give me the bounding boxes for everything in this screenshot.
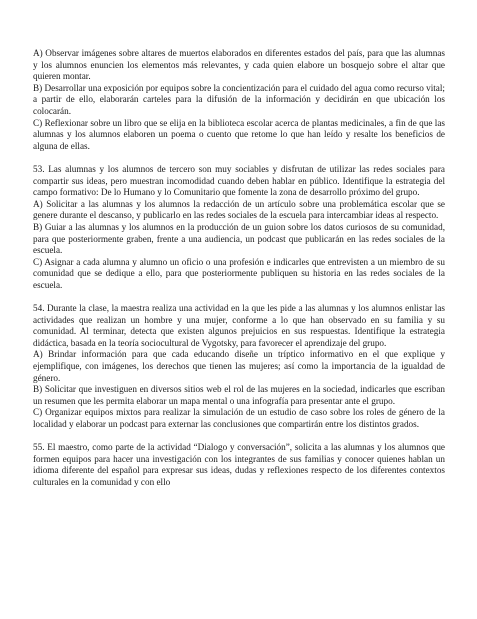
- q52-option-b: B) Desarrollar una exposición por equipos sobre la concientización para el cuidado del agua como recurso vital; a partir de ello, elaborarán carteles para la difusión de la información y decidirán en que ubicación los colocarán.: [33, 82, 445, 116]
- q53-option-c: C) Asignar a cada alumna y alumno un oficio o una profesión e indicarles que entrevisten a un miembro de su comunidad que se dedique a ello, para que posteriormente publiquen su historia en las redes sociales de la escuela.: [33, 256, 445, 290]
- q52-option-c: C) Reflexionar sobre un libro que se elija en la biblioteca escolar acerca de plantas medicinales, a fin de que las alumnas y los alumnos elaboren un poema o cuento que retome lo que han leído y resalte los beneficios de alguna de ellas.: [33, 117, 445, 151]
- q53-option-b: B) Guiar a las alumnas y los alumnos en la producción de un guion sobre los datos curiosos de su comunidad, para que posteriormente graben, frente a una audiencia, un podcast que publicarán en las redes sociales de la escuela.: [33, 221, 445, 256]
- q55-block: [33, 442, 445, 488]
- block-spacer: [33, 431, 445, 443]
- q54-option-a: A) Brindar información para que cada educando diseñe un tríptico informativo en el que explique y ejemplifique, con imágenes, los derechos que tienen las mujeres; así como la importancia de la igualdad de género.: [33, 349, 445, 383]
- q54-block: [33, 303, 445, 431]
- q54-option-c: C) Organizar equipos mixtos para realizar la simulación de un estudio de caso sobre los roles de género de la localidad y elaborar un podcast para externar las conclusiones que compartirán entre los distintos grados.: [33, 407, 445, 429]
- q53-block: [33, 164, 445, 292]
- q54-option-b: B) Solicitar que investiguen en diversos sitios web el rol de las mujeres en la sociedad, indicarles que escriban un resumen que les permita elaborar un mapa mental o una infografía para presentar ante el grupo.: [33, 384, 445, 406]
- q55-question: 55. El maestro, como parte de la actividad “Dialogo y conversación”, solicita a las alumnas y los alumnos que formen equipos para hacer una investigación con los integrantes de sus familias y conocer quienes hablan un idioma diferente del español para expresar sus ideas, dudas y reflexiones respecto de los diferentes contextos culturales en la comunidad y con ello: [33, 442, 445, 487]
- q53-option-a: A) Solicitar a las alumnas y los alumnos la redacción de un artículo sobre una problemática escolar que se genere durante el descanso, y publicarlo en las redes sociales de la escuela para intercambiar ideas al respecto.: [33, 198, 445, 221]
- document-page: [33, 48, 445, 489]
- q53-question: 53. Las alumnas y los alumnos de tercero son muy sociables y disfrutan de utilizar las redes sociales para compartir sus ideas, pero muestran incomodidad cuando deben hablar en público. Identifique la estrategia del campo formativo: De lo Humano y lo Comunitario que fomente la zona de desarrollo próximo del grupo.: [33, 163, 445, 198]
- q52-options-block: [33, 48, 445, 152]
- q52-option-a: A) Observar imágenes sobre altares de muertos elaborados en diferentes estados del país, para que las alumnas y los alumnos enuncien los elementos más relevantes, y cada quien elabore un bosquejo sobre el altar que quieren montar.: [33, 48, 445, 82]
- q54-question: 54. Durante la clase, la maestra realiza una actividad en la que les pide a las alumnas y los alumnos enlistar las actividades que realizan un hombre y una mujer, conforme a lo que han observado en su familia y su comunidad. Al terminar, detecta que existen algunos prejuicios en sus respuestas. Identifique la estrategia didáctica, basada en la teoría sociocultural de Vygotsky, para favorecer el aprendizaje del grupo.: [33, 303, 445, 348]
- block-spacer: [33, 291, 445, 303]
- block-spacer: [33, 152, 445, 164]
